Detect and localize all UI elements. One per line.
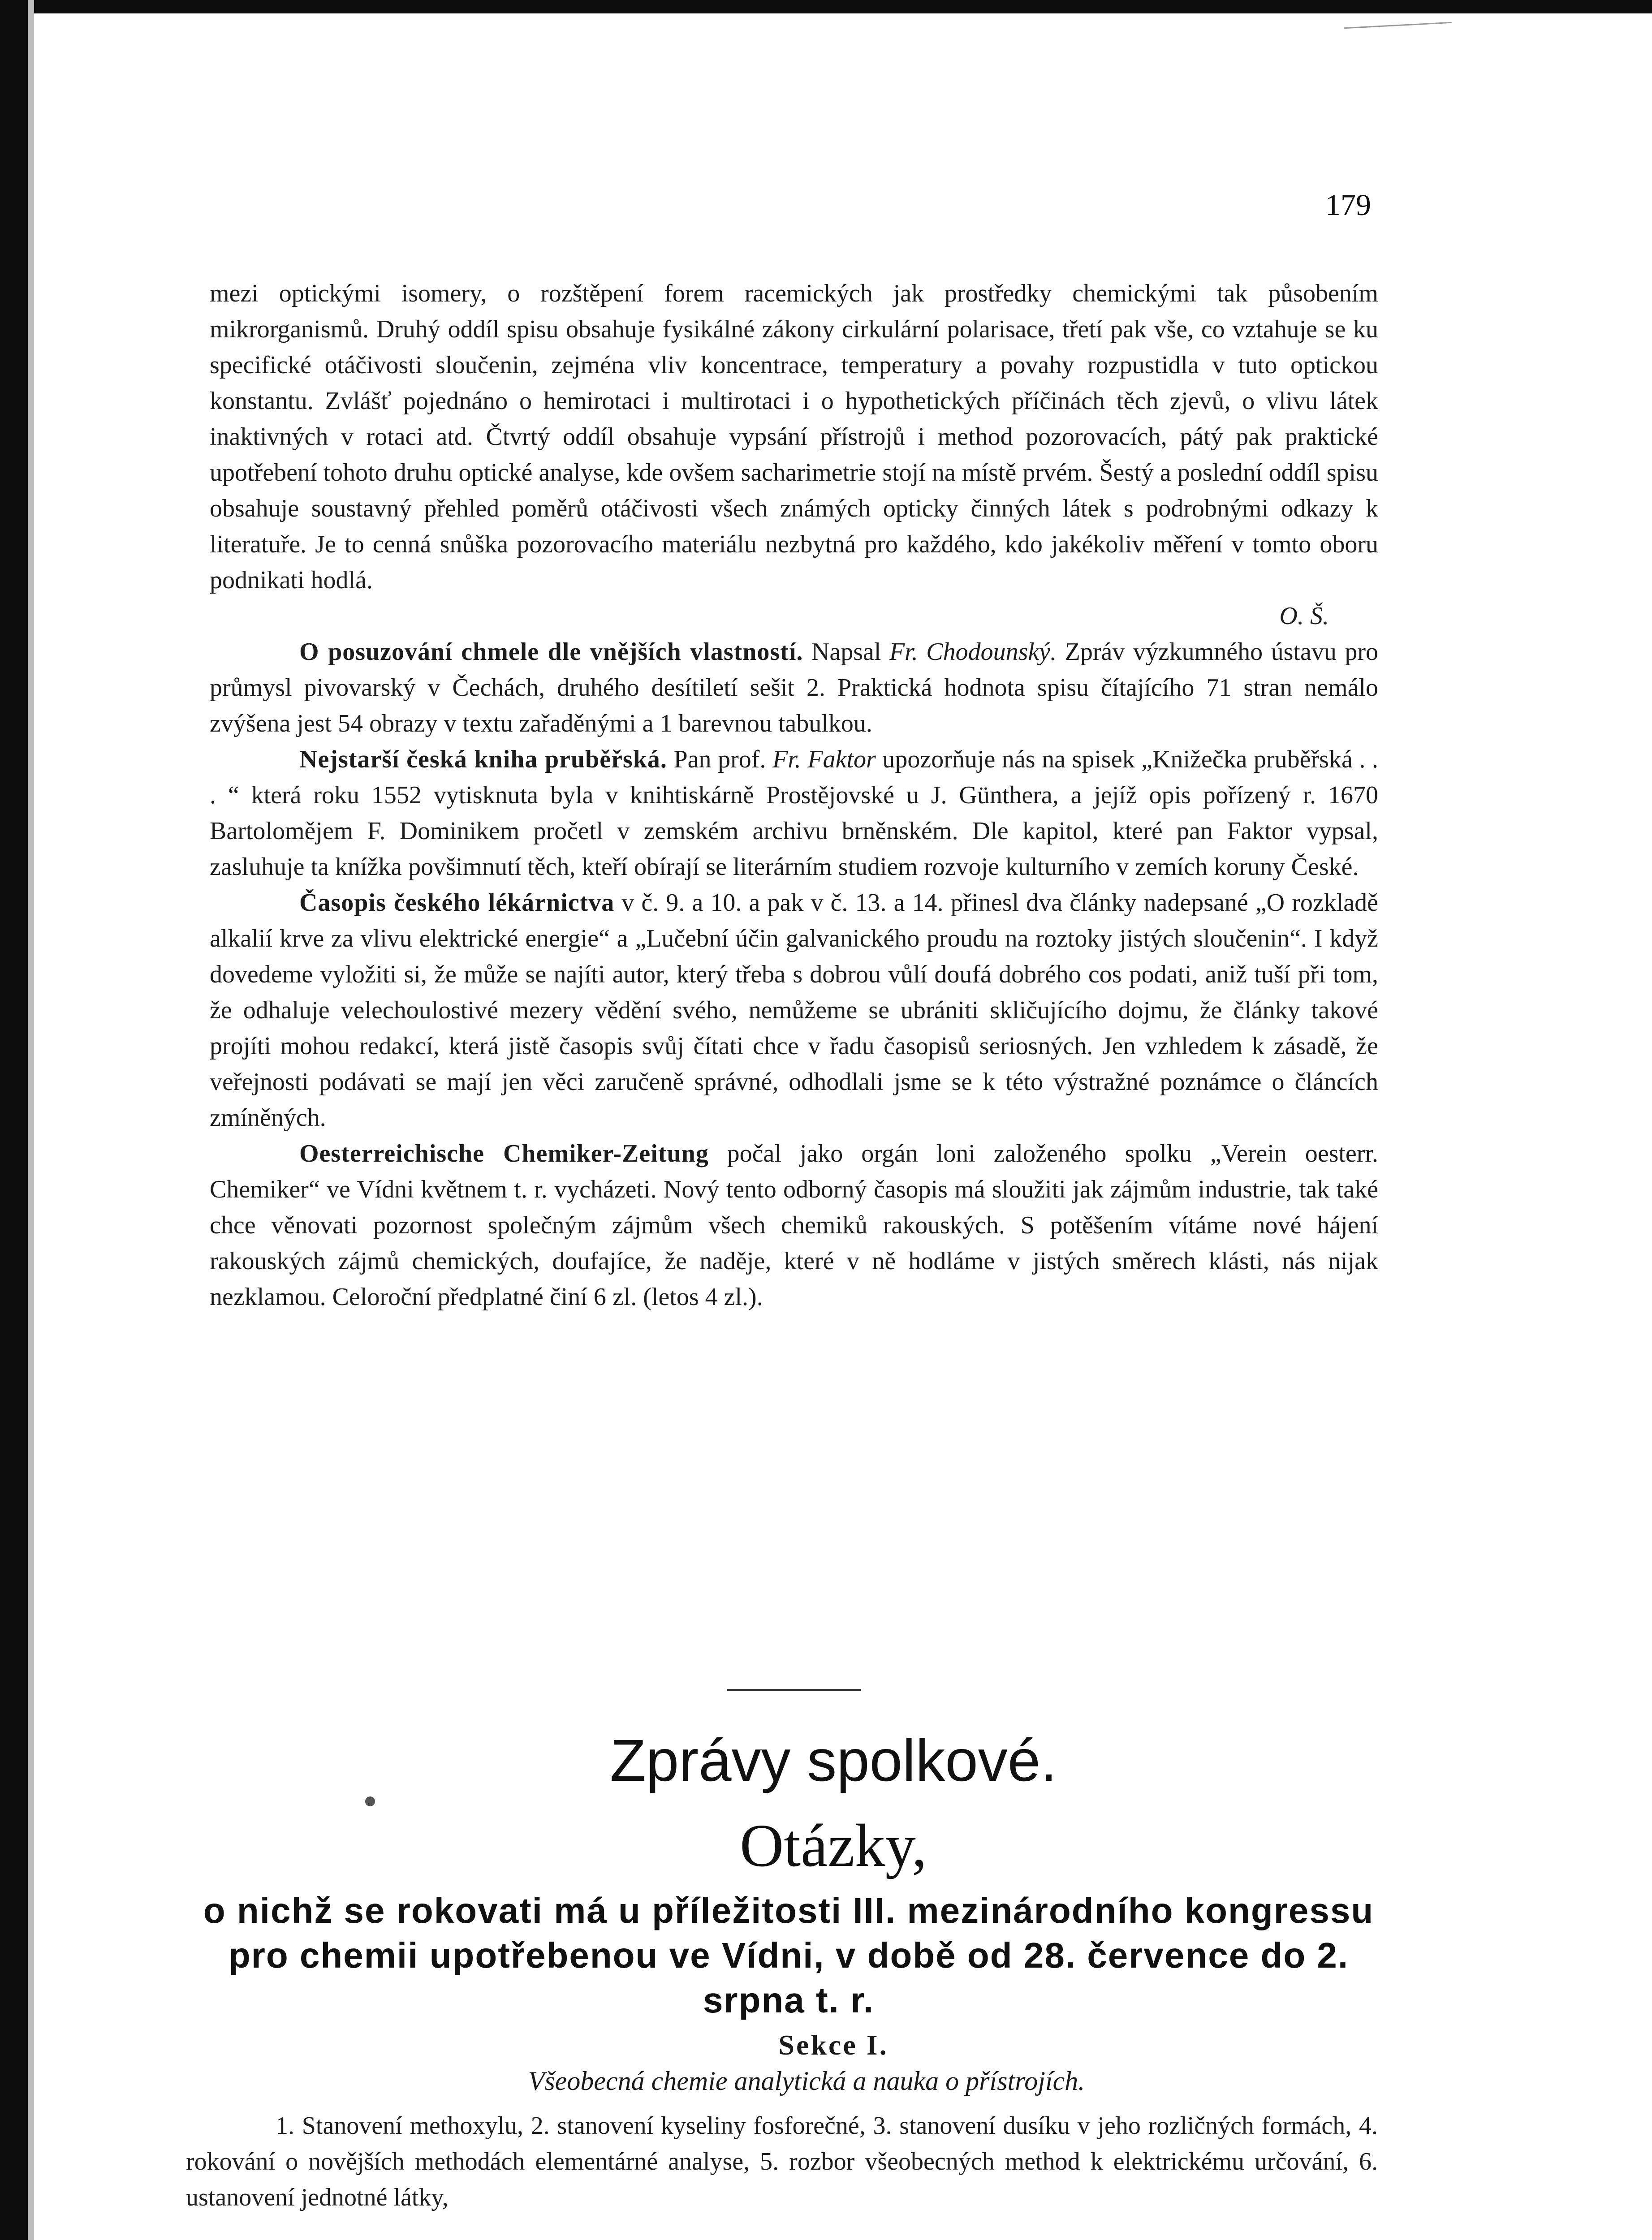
scan-scuff-mark: [1344, 22, 1452, 29]
news-item-author: Fr. Faktor: [772, 745, 876, 773]
news-item-title: Oesterreichische Chemiker-Zeitung: [299, 1140, 709, 1167]
page-number: 179: [1325, 188, 1371, 222]
news-item-body: Zpráv výzkumného ústavu pro průmysl pivovarský v Čechách, druhého desítiletí sešit 2. Praktická hodnota spisu čítajícího 71 stran nemálo zvýšena jest 54 obrazy v textu zařaděnými a 1 barevnou tabulkou.: [210, 638, 1378, 737]
news-item-assay-book: [210, 741, 1378, 885]
section-heading: Zprávy spolkové.: [610, 1727, 1057, 1793]
section-label: Sekce I.: [778, 2029, 889, 2061]
numbered-question-list: 1. Stanovení methoxylu, 2. stanovení kyseliny fosforečné, 3. stanovení dusíku v jeho rozličných formách, 4. rokování o novějších methodách elementárné analyse, 5. rozbor všeobecných method k elektrickému určování, 6. ustanovení jednotné látky,: [186, 2112, 1378, 2211]
section-subtitle: Všeobecná chemie analytická a nauka o přístrojích.: [528, 2066, 1085, 2096]
article-body: [210, 276, 1378, 1315]
scan-left-shadow: [28, 0, 34, 2240]
news-item-pre: Napsal: [803, 638, 889, 666]
news-item-body: počal jako orgán loni založeného spolku „Verein oesterr. Chemiker“ ve Vídni květnem t. r. vycházeti. Nový tento odborný časopis má sloužiti jak zájmům industrie, tak také chce věnovati pozornost společným zájmům všech chemiků rakouských. S potěšením vítáme nové hájení rakouských zájmů chemických, doufajíce, že naděje, které v ně hodláme v jistých směrech klásti, nás nijak nezklamou. Celoroční předplatné činí 6 zl. (letos 4 zl.).: [210, 1140, 1378, 1311]
news-item-title: O posuzování chmele dle vnějších vlastností.: [299, 638, 803, 666]
news-item-title: Časopis českého lékárnictva: [299, 889, 615, 917]
scan-top-border: [0, 0, 1652, 13]
scan-left-border: [0, 0, 28, 2240]
review-signature: O. Š.: [1279, 602, 1329, 630]
news-item-pharmacy-journal: [210, 885, 1378, 1136]
review-paragraph: mezi optickými isomery, o rozštěpení forem racemických jak prostředky chemickými tak působením mikrorganismů. Druhý oddíl spisu obsahuje fysikálné zákony cirkulární polarisace, třetí pak vše, co vztahuje se ku specifické otáčivosti sloučenin, zejména vliv koncentrace, temperatury a povahy rozpustidla v tuto optickou konstantu. Zvlášť pojednáno o hemirotaci i multirotaci i o hypothetických příčinách těch zjevů, o vlivu látek inaktivných v rotaci atd. Čtvrtý oddíl obsahuje vypsání přístrojů i method pozorovacích, pátý pak praktické upotřebení tohoto druhu optické analyse, kde ovšem sacharimetrie stojí na místě prvém. Šestý a poslední oddíl spisu obsahuje soustavný přehled poměrů otáčivosti všech známých opticky činných látek s podrobnými odkazy k literatuře. Je to cenná snůška pozorovacího materiálu nezbytná pro každého, kdo jakékoliv měření v tomto oboru podnikati hodlá.: [210, 280, 1378, 594]
news-item-author: Fr. Chodounský.: [889, 638, 1057, 666]
news-item-hops: [210, 634, 1378, 741]
news-item-chemiker-zeitung: [210, 1136, 1378, 1315]
ink-dot: [365, 1796, 375, 1806]
questions-subheading: o nichž se rokovati má u příležitosti III. mezinárodního kongressu pro chemii upotřebenou ve Vídni, v době od 28. července do 2. srpna t. r.: [203, 1891, 1374, 2020]
news-item-body: upozorňuje nás na spisek „Knižečka pruběřská . . . “ která roku 1552 vytisknuta byla v knihtiskárně Prostějovské u J. Günthera, a jejíž opis pořízený r. 1670 Bartolomějem F. Dominikem pročetl v zemském archivu brněnském. Dle kapitol, které pan Faktor vypsal, zasluhuje ta knížka povšimnutí těch, kteří obírají se literárním studiem rozvoje kulturního v zemích koruny České.: [210, 745, 1378, 881]
news-item-pre: Pan prof.: [667, 745, 772, 773]
news-item-body: v č. 9. a 10. a pak v č. 13. a 14. přinesl dva články nadepsané „O rozkladě alkalií krve za vlivu elektrické energie“ a „Lučební účin galvanického proudu na roztoky jistých sloučenin“. I když dovedeme vyložiti si, že může se najíti autor, který třeba s dobrou vůlí doufá dobrého cos podati, aniž tuší při tom, že odhaluje velechoulostivé mezery vědění svého, nemůžeme se ubrániti skličujícího dojmu, že články takové projíti mohou redakcí, která jistě časopis svůj čítati chce v řadu časopisů seriosných. Jen vzhledem k zásadě, že veřejnosti podávati se mají jen věci zaručeně správné, odhodlali jsme se k této výstražné poznámce o článcích zmíněných.: [210, 889, 1378, 1132]
questions-heading: Otázky,: [740, 1812, 927, 1879]
section-divider: [727, 1689, 861, 1691]
news-item-title: Nejstarší česká kniha pruběřská.: [299, 745, 667, 773]
